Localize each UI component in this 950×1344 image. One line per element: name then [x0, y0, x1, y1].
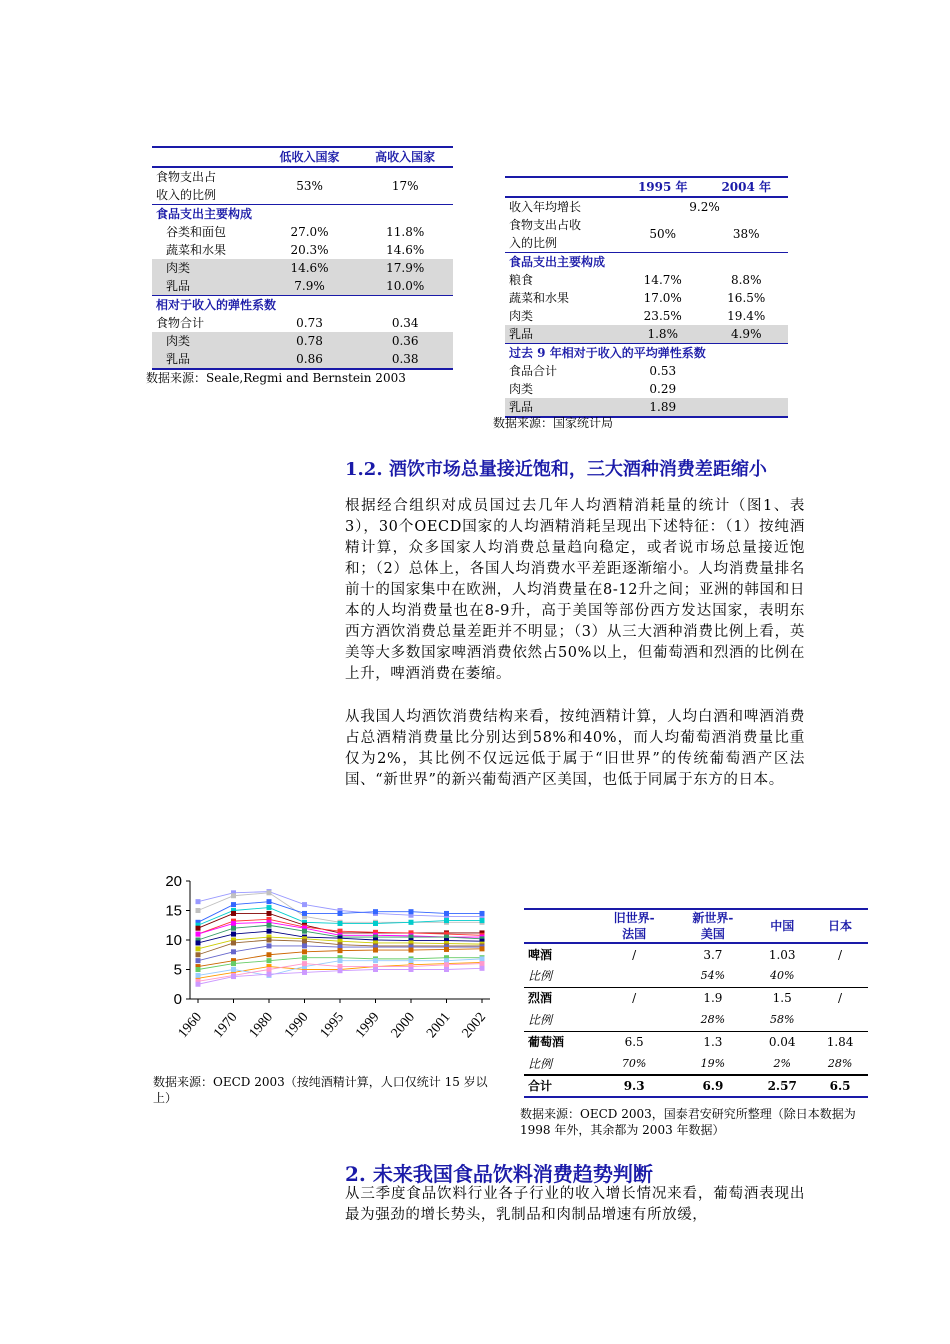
row-value: 1.9: [703, 991, 723, 1006]
column-header: 中国: [770, 919, 795, 933]
data-point: [338, 911, 343, 916]
table-row: [505, 289, 788, 307]
data-point: [231, 902, 236, 907]
data-point: [444, 911, 449, 916]
row-value: 28%: [700, 1012, 726, 1026]
table-row: [524, 987, 868, 1009]
section-heading-2: 2. 未来我国食品饮料消费趋势判断: [345, 1162, 653, 1186]
data-point: [373, 958, 378, 963]
row-value: /: [632, 947, 637, 962]
data-point: [267, 890, 272, 895]
row-label: 乳品: [505, 325, 621, 344]
data-point: [267, 938, 272, 943]
data-point: [444, 967, 449, 972]
row-label: 食物合计: [156, 316, 205, 330]
row-value: 0.78: [262, 332, 358, 350]
row-value: 19%: [700, 1056, 726, 1070]
column-header: 日本: [828, 919, 853, 933]
table3-source: 数据来源：OECD 2003，国泰君安研究所整理（除日本数据为 1998 年外，其余都为 2003 年数据）: [520, 1107, 856, 1137]
row-value: [704, 380, 788, 398]
row-value: 6.5: [624, 1035, 644, 1050]
row-label: 比例: [528, 968, 553, 983]
data-point: [196, 940, 201, 945]
row-value: 3.7: [703, 947, 723, 962]
table-header-row: [505, 177, 788, 197]
row-label: 肉类: [509, 309, 534, 323]
table-row: [524, 943, 868, 965]
row-value: 1.8%: [621, 325, 704, 344]
row-label: 比例: [528, 1012, 553, 1027]
section-row: [505, 253, 788, 272]
row-value: 11.8%: [386, 225, 425, 239]
row-label: 蔬菜和水果: [166, 243, 227, 257]
table-row: [524, 1031, 868, 1053]
x-tick-label: 2002: [459, 1009, 490, 1042]
data-point: [302, 929, 307, 934]
row-value: 9.2%: [689, 200, 720, 214]
section-row: [152, 296, 453, 315]
data-point: [231, 967, 236, 972]
data-point: [302, 955, 307, 960]
table-row: [152, 241, 453, 259]
data-point: [409, 967, 414, 972]
row-label: 食物支出占 收入的比例: [156, 170, 217, 202]
table1-source: 数据来源：Seale,Regmi and Bernstein 2003: [146, 371, 406, 385]
table-row: [505, 325, 788, 344]
row-value: 16.5%: [727, 291, 766, 305]
ratio-row: [524, 1009, 868, 1031]
table-row: [505, 271, 788, 289]
row-value: 17.0%: [643, 291, 682, 305]
data-point: [267, 972, 272, 977]
table-row: [152, 167, 453, 205]
paragraph-china-consumption: 从我国人均酒饮消费结构来看，按纯酒精计算，人均白酒和啤酒消费占总酒精消费量比分别达到58%和40%，而人均葡萄酒消费量比重仅为2%，其比例不仅远远低于属于“旧世界”的传统葡萄酒产区法国、“新世界”的新兴葡萄酒产区美国，也低于同属于东方的日本。: [345, 709, 805, 788]
data-point: [267, 943, 272, 948]
data-point: [267, 923, 272, 928]
table-row: [152, 332, 453, 350]
table-header-row: [524, 909, 868, 943]
data-point: [338, 948, 343, 953]
section-label: 食品支出主要构成: [156, 207, 253, 221]
paragraph-future-trends: 从三季度食品饮料行业各子行业的收入增长情况来看，葡萄酒表现出最为强劲的增长势头，乳制品和肉制品增速有所放缓，: [345, 1186, 805, 1223]
table2: [505, 176, 788, 418]
row-value: 14.6%: [386, 243, 425, 257]
row-value: 0.34: [391, 316, 419, 330]
y-tick-label: 0: [173, 991, 182, 1008]
x-tick-label: 1960: [175, 1009, 206, 1042]
data-point: [373, 948, 378, 953]
x-tick-label: 2001: [424, 1009, 454, 1042]
data-point: [231, 940, 236, 945]
data-point: [480, 956, 485, 961]
data-point: [196, 899, 201, 904]
data-point: [196, 958, 201, 963]
row-value: 1.5: [772, 991, 792, 1006]
row-value: 70%: [621, 1056, 647, 1070]
row-value: /: [838, 991, 843, 1006]
column-header: 旧世界- 法国: [613, 911, 655, 941]
data-point: [231, 974, 236, 979]
data-point: [302, 970, 307, 975]
row-value: 0.04: [768, 1035, 796, 1050]
data-point: [444, 947, 449, 952]
row-value: 27.0%: [290, 225, 329, 239]
row-value: 20.3%: [290, 243, 329, 257]
data-point: [302, 902, 307, 907]
row-value: 0.29: [649, 382, 677, 396]
row-value: 38%: [732, 227, 760, 241]
row-value: 1.03: [768, 947, 796, 962]
row-label: 烈酒: [528, 991, 553, 1006]
row-value: 1.3: [703, 1035, 723, 1050]
data-point: [196, 932, 201, 937]
data-point: [267, 911, 272, 916]
data-point: [231, 926, 236, 931]
data-point: [267, 958, 272, 963]
row-label: 葡萄酒: [528, 1035, 565, 1050]
data-point: [196, 926, 201, 931]
row-value: 14.6%: [262, 259, 358, 277]
row-value: 9.3: [623, 1079, 645, 1093]
column-header: [152, 147, 262, 167]
data-point: [302, 939, 307, 944]
table-row: [505, 197, 788, 216]
row-label: 乳品: [152, 277, 262, 296]
data-point: [444, 962, 449, 967]
row-value: [812, 965, 868, 987]
x-tick-label: 1970: [211, 1009, 241, 1042]
data-point: [444, 918, 449, 923]
y-tick-label: 5: [173, 961, 182, 979]
x-tick-label: 1990: [282, 1009, 312, 1042]
x-tick-label: 1980: [246, 1009, 277, 1042]
row-label: 比例: [528, 1056, 553, 1071]
data-point: [409, 958, 414, 963]
row-label: 粮食: [509, 273, 534, 287]
data-point: [373, 967, 378, 972]
data-point: [302, 911, 307, 916]
row-label: 蔬菜和水果: [509, 291, 570, 305]
data-point: [196, 952, 201, 957]
section-label: 食品支出主要构成: [509, 255, 606, 269]
data-point: [409, 948, 414, 953]
column-header: 高收入国家: [375, 150, 436, 164]
row-value: 0.86: [262, 350, 358, 369]
data-point: [196, 908, 201, 913]
data-point: [196, 967, 201, 972]
data-point: [196, 946, 201, 951]
table-row: [505, 380, 788, 398]
data-point: [302, 949, 307, 954]
table1: [152, 146, 453, 370]
row-label: 谷类和面包: [166, 225, 227, 239]
row-label: 食品合计: [509, 364, 558, 378]
row-value: 40%: [769, 968, 795, 982]
row-label: 啤酒: [528, 947, 553, 962]
row-value: /: [632, 991, 637, 1006]
series-line: [198, 893, 482, 923]
x-tick-label: 2000: [388, 1009, 419, 1042]
row-value: 19.4%: [727, 309, 766, 323]
alcohol-consumption-chart: [150, 868, 510, 1068]
row-value: 54%: [700, 968, 726, 982]
row-value: 0.38: [357, 350, 453, 369]
data-point: [196, 982, 201, 987]
row-value: 2.57: [767, 1079, 797, 1093]
data-point: [231, 911, 236, 916]
column-header: 2004 年: [721, 180, 772, 194]
data-point: [267, 929, 272, 934]
paragraph-alcohol-trends: 根据经合组织对成员国过去几年人均酒精消耗量的统计（图1、表3），30个OECD国家的人均酒精消耗呈现出下述特征：（1）按纯酒精计算，众多国家人均消费总量趋向稳定，或者说市场总量接近饱和；（2）总体上，各国人均消费水平差距逐渐缩小。人均消费量排名前十的国家集中在欧洲，人均消费量在8-12升之间；亚洲的韩国和日本的人均消费量也在8-9升，高于美国等部份西方发达国家，表明东西方酒饮消费总量差距并不明显；（3）从三大酒种消费比例上看，英美等大多数国家啤酒消费依然占50%以上，但葡萄酒和烈酒的比例在上升，啤酒消费在萎缩。: [345, 498, 805, 682]
row-label: 肉类: [152, 332, 262, 350]
table-row: [152, 223, 453, 241]
data-point: [409, 909, 414, 914]
chart-source: 数据来源：OECD 2003（按纯酒精计算，人口仅统计 15 岁以上）: [153, 1075, 488, 1105]
data-point: [338, 958, 343, 963]
y-tick-label: 10: [165, 932, 182, 949]
data-point: [480, 918, 485, 923]
data-point: [480, 946, 485, 951]
data-point: [196, 973, 201, 978]
row-value: 8.8%: [730, 273, 762, 287]
table-row: [505, 216, 788, 253]
row-value: [812, 1009, 868, 1031]
table2-source: 数据来源：国家统计局: [493, 416, 614, 430]
data-point: [231, 893, 236, 898]
row-value: 17.9%: [357, 259, 453, 277]
section-label: 相对于收入的弹性系数: [156, 298, 277, 312]
table-header-row: [152, 147, 453, 167]
row-label: 合计: [528, 1079, 553, 1093]
section-row: [505, 344, 788, 363]
data-point: [373, 909, 378, 914]
row-value: 0.73: [296, 316, 323, 330]
column-header: 低收入国家: [279, 150, 340, 164]
table-row: [152, 277, 453, 296]
column-header: 新世界- 美国: [692, 911, 734, 941]
row-value: 23.5%: [643, 309, 682, 323]
row-value: [704, 398, 788, 417]
section-heading-1-2: 1.2. 酒饮市场总量接近饱和，三大酒种消费差距缩小: [345, 459, 767, 480]
row-label: 食物支出占收 入的比例: [509, 218, 582, 250]
row-value: /: [838, 947, 843, 962]
data-point: [231, 961, 236, 966]
row-value: 6.5: [829, 1079, 851, 1093]
data-point: [480, 961, 485, 966]
row-value: 4.9%: [704, 325, 788, 344]
row-value: 14.7%: [643, 273, 682, 287]
data-point: [231, 949, 236, 954]
column-header: [524, 909, 595, 943]
row-label: 乳品: [505, 398, 621, 417]
row-value: 50%: [649, 227, 677, 241]
data-point: [231, 932, 236, 937]
table3: [524, 908, 868, 1098]
section-label: 过去 9 年相对于收入的平均弹性系数: [509, 346, 706, 360]
data-point: [231, 921, 236, 926]
data-point: [267, 967, 272, 972]
data-point: [302, 961, 307, 966]
data-point: [267, 905, 272, 910]
row-value: 53%: [296, 179, 323, 193]
data-point: [338, 921, 343, 926]
data-point: [267, 899, 272, 904]
ratio-row: [524, 965, 868, 987]
row-value: [595, 965, 674, 987]
row-value: 10.0%: [357, 277, 453, 296]
row-value: 7.9%: [262, 277, 358, 296]
y-tick-label: 15: [165, 902, 182, 920]
row-value: 0.53: [649, 364, 677, 378]
row-value: 28%: [827, 1056, 853, 1070]
table-row: [152, 350, 453, 369]
x-tick-label: 1995: [317, 1009, 348, 1042]
row-label: 肉类: [152, 259, 262, 277]
table-row: [505, 362, 788, 380]
row-value: 17%: [391, 179, 419, 193]
table-row: [152, 259, 453, 277]
row-value: [704, 362, 788, 380]
data-point: [338, 968, 343, 973]
y-tick-label: 20: [165, 873, 182, 890]
row-label: 收入年均增长: [509, 200, 582, 214]
section-row: [152, 205, 453, 224]
row-value: 1.89: [621, 398, 704, 417]
data-point: [480, 911, 485, 916]
column-header: [505, 177, 621, 197]
row-value: [595, 1009, 674, 1031]
table-row: [505, 307, 788, 325]
data-point: [267, 952, 272, 957]
row-value: 2%: [773, 1056, 791, 1070]
row-value: 0.36: [357, 332, 453, 350]
data-point: [480, 966, 485, 971]
ratio-row: [524, 1053, 868, 1075]
table-row: [152, 314, 453, 332]
data-point: [409, 920, 414, 925]
row-value: 6.9: [702, 1079, 724, 1093]
row-value: 58%: [769, 1012, 795, 1026]
total-row: [524, 1075, 868, 1097]
row-label: 肉类: [509, 382, 534, 396]
data-point: [373, 921, 378, 926]
column-header: 1995 年: [637, 180, 688, 194]
row-value: 1.84: [826, 1035, 854, 1050]
x-tick-label: 1999: [353, 1009, 383, 1042]
data-point: [302, 943, 307, 948]
row-label: 乳品: [152, 350, 262, 369]
